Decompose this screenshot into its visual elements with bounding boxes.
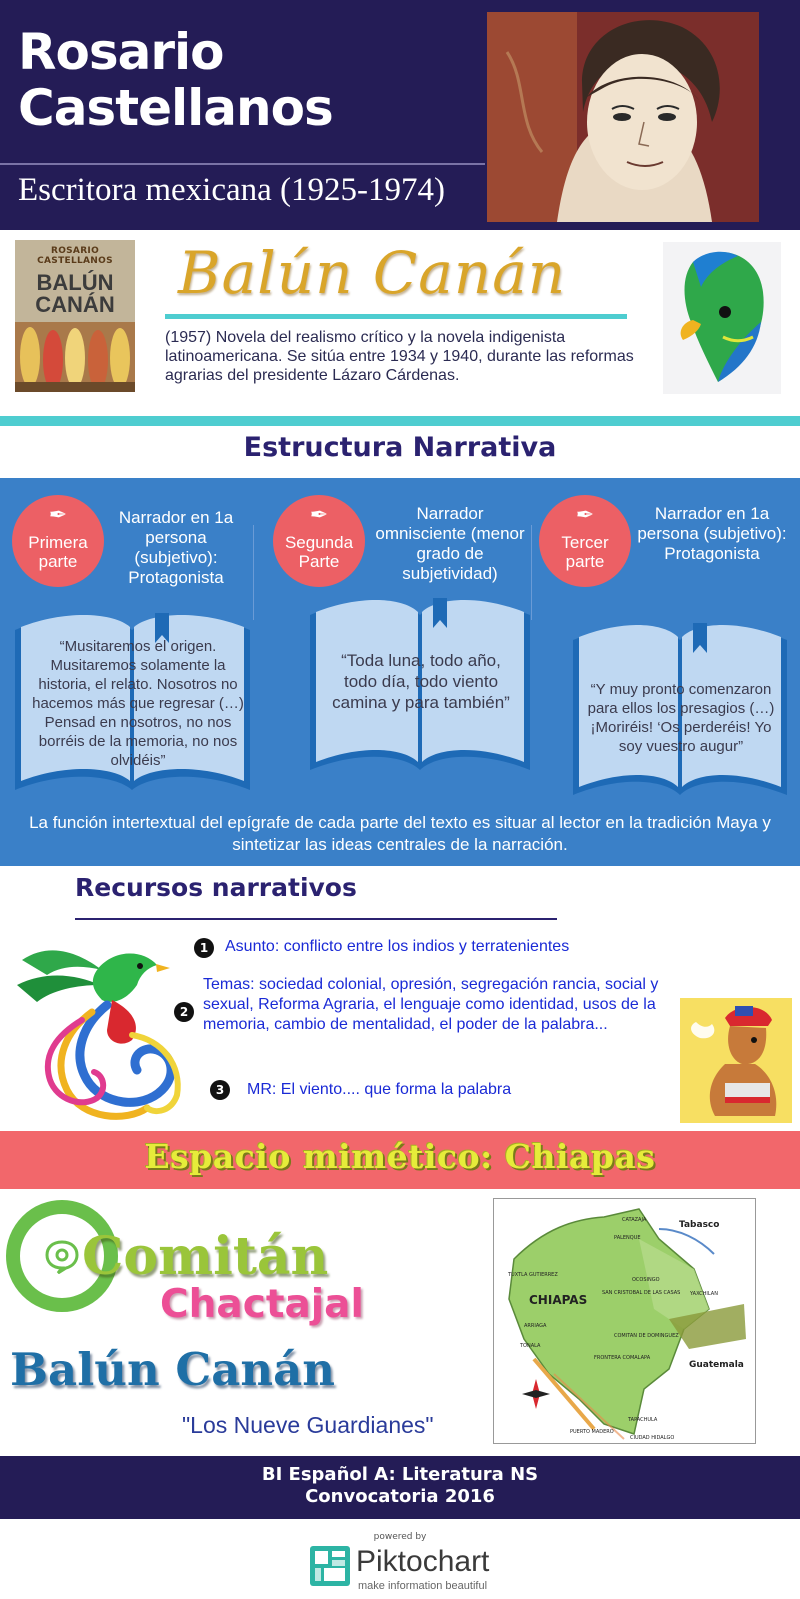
chat-bubble-icon [44,1238,80,1274]
epigraph-quote: “Musitaremos el origen. Musitaremos solamente la historia, el relato. Nosotros no hacemos más que regresar (…) Pensad en nosotros, no nos borréis de la memoria, no nos olvidéis” [32,638,244,769]
header-divider [0,163,485,165]
part-badge-tercer [539,495,631,587]
epigraph-quote: “Toda luna, todo año, todo día, todo viento camina y para también” [332,651,510,712]
piktochart-tagline: make information beautiful [358,1580,488,1592]
part-label-line2: parte [38,552,78,571]
cover-title-line2: CANÁN [35,292,115,317]
map-label: TAPACHULA [628,1417,658,1423]
book-cover [15,240,135,392]
map-label: TUXTLA GUTIERREZ [508,1272,558,1278]
part-badge-segunda [273,495,365,587]
map-label: TONALA [520,1343,541,1349]
estructura-title: Estructura Narrativa [243,432,557,463]
map-label: ARRIAGA [524,1323,547,1329]
novel-title: Balún Canán [178,239,567,307]
map-label: CHIAPAS [529,1293,588,1307]
powered-by-label: powered by [373,1532,427,1542]
map-label: PUERTO MADERO [570,1429,614,1435]
part-badge-label [539,533,631,571]
list-number-badge: 1 [194,938,214,958]
cover-title [15,272,135,316]
espacio-title: Espacio mimético: Chiapas [144,1137,656,1176]
recursos-underline [75,918,557,920]
part-label-line1: Primera [28,533,88,552]
map-label: FRONTERA COMALAPA [594,1355,651,1361]
map-label: COMITAN DE DOMINGUEZ [614,1333,679,1339]
map-label: CATAZAJA [622,1217,647,1223]
balun-canan-translation: "Los Nueve Guardianes" [182,1412,434,1438]
part-label-line1: Segunda [284,533,354,552]
list-number-badge: 3 [210,1080,230,1100]
author-portrait [487,12,759,222]
recurso-item: Temas: sociedad colonial, opresión, segregación rancia, social y sexual, Reforma Agraria, el lenguaje como identidad, usos de la memoria, cambio de mentalidad, el poder de la palabra... [203,976,659,1033]
map-label: Tabasco [679,1220,720,1230]
footer-banner [0,1456,800,1519]
place-chactajal: Chactajal [160,1282,364,1327]
feather-icon: ✒ [48,502,68,527]
part-badge-primera [12,495,104,587]
header-banner [0,0,800,230]
piktochart-wordmark[interactable]: Piktochart [356,1545,490,1578]
recurso-item: MR: El viento.... que forma la palabra [247,1081,512,1098]
footer-course: BI Español A: Literatura NS [261,1464,539,1485]
section-divider-band [0,416,800,426]
part-label-line2: parte [565,552,605,571]
recursos-title: Recursos narrativos [75,873,357,902]
part-badge-label [273,533,365,571]
author-subtitle: Escritora mexicana (1925-1974) [18,172,446,208]
feather-icon: ✒ [575,502,595,527]
feather-icon: ✒ [309,502,329,527]
intertextual-note: La función intertextual del epígrafe de cada parte del texto es situar al lector en la tradición Maya y sintetizar las ideas centrales de la narración. [29,813,771,854]
place-comitan: Comitán [82,1226,329,1287]
cover-title-line1: BALÚN [36,270,114,295]
map-label: OCOSINGO [632,1277,660,1283]
list-number-badge: 2 [174,1002,194,1022]
cover-author: ROSARIO CASTELLANOS [37,246,113,266]
narrator-description: Narrador en 1a persona (subjetivo): Protagonista [637,504,787,563]
map-label: Guatemala [689,1360,744,1370]
part-badge-label [12,533,104,571]
novel-title-underline [165,314,627,319]
corn-illustration [15,322,135,392]
part-label-line2: Parte [298,552,340,571]
place-balun-canan: Balún Canán [10,1343,335,1396]
map-label: CIUDAD HIDALGO [630,1435,675,1441]
quetzal-watercolor [663,242,781,394]
epigraph-quote: “Y muy pronto comenzaron para ellos los presagios (…) ¡Moriréis! ‘Os perderéis! Yo soy vuestro augur” [587,681,775,755]
map-label: SAN CRISTOBAL DE LAS CASAS [602,1290,681,1296]
author-name [18,24,333,136]
recurso-item: Asunto: conflicto entre los indios y terratenientes [225,938,570,955]
piktochart-logo-icon[interactable] [310,1546,350,1586]
chiapas-map [493,1198,756,1444]
footer-session: Convocatoria 2016 [305,1486,495,1507]
quetzal-icon [12,930,202,1125]
part-label-line1: Tercer [561,533,609,552]
novel-description: (1957) Novela del realismo crítico y la novela indigenista latinoamericana. Se sitúa entre 1934 y 1940, durante las reformas agrarias del presidente Lázaro Cárdenas. [165,329,634,384]
author-first-name: Rosario [18,23,224,81]
author-last-name: Castellanos [18,79,333,137]
map-label: YAXCHILAN [690,1291,718,1297]
mayan-figure-image [680,998,792,1123]
narrator-description: Narrador en 1a persona (subjetivo): Protagonista [118,508,234,587]
narrator-description: Narrador omnisciente (menor grado de subjetividad) [375,504,525,583]
map-label: PALENQUE [614,1235,641,1241]
